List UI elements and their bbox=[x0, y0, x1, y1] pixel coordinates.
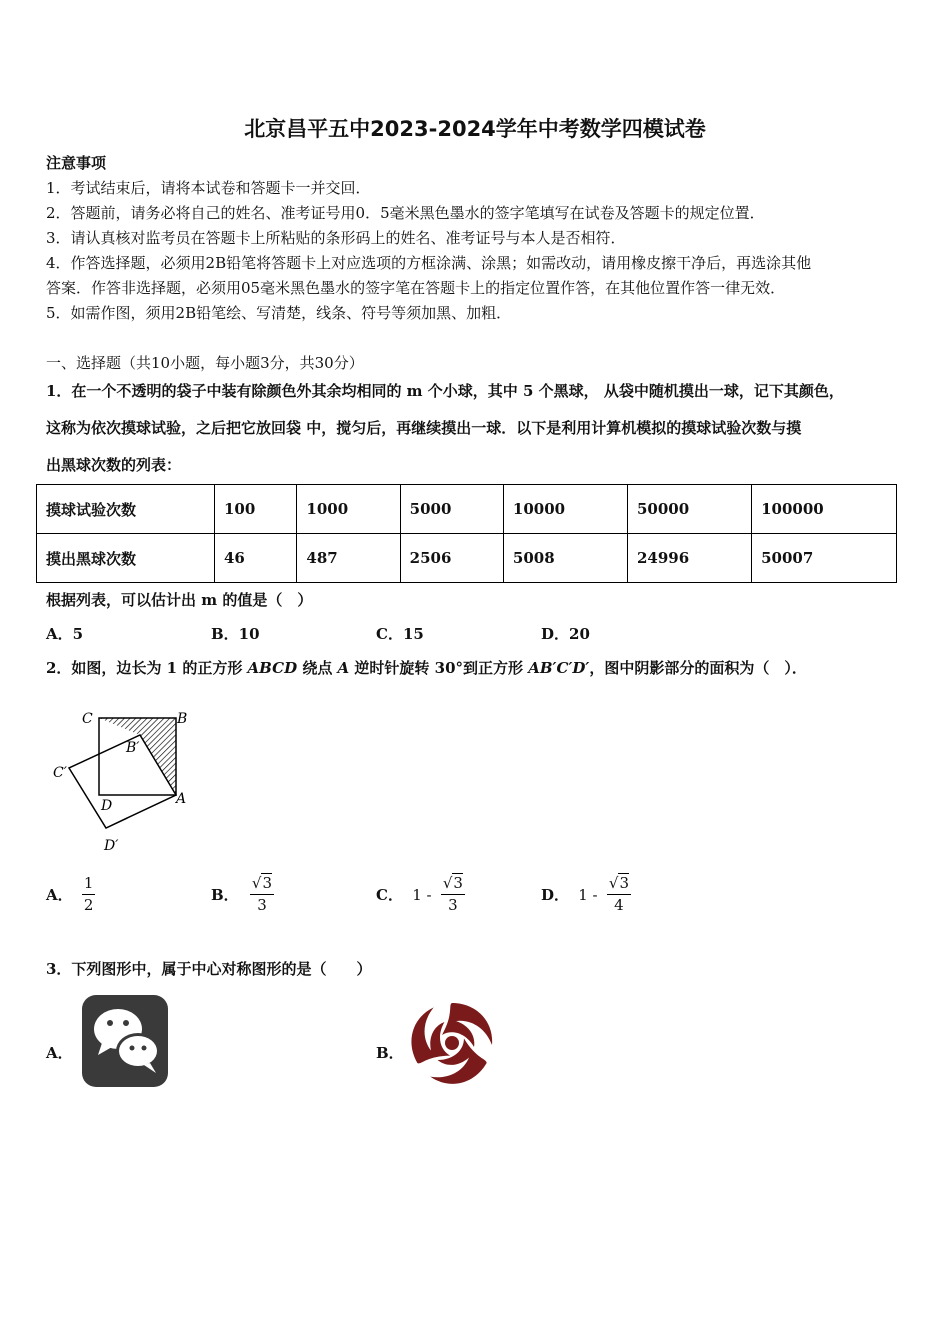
fraction-denominator: 3 bbox=[448, 896, 458, 914]
note-item: 2．答题前，请务必将自己的姓名、准考证号用0．5毫米黑色墨水的签字笔填写在试卷及答题卡的规定位置． bbox=[46, 204, 765, 222]
table-cell: 24996 bbox=[628, 534, 752, 583]
table-cell: 5000 bbox=[400, 485, 503, 534]
label-D-prime: D′ bbox=[104, 838, 119, 854]
phoenix-logo-icon bbox=[405, 997, 500, 1089]
fraction-denominator: 3 bbox=[257, 896, 267, 914]
fraction bbox=[441, 876, 465, 913]
table-cell: 100 bbox=[215, 485, 297, 534]
q1-text-line: 1．在一个不透明的袋子中装有除颜色外其余均相同的 m 个小球，其中 5 个黑球， 从袋中随机摸出一球，记下其颜色， bbox=[46, 382, 844, 400]
table-cell: 摸球试验次数 bbox=[37, 485, 215, 534]
q2-option-d bbox=[541, 876, 631, 913]
fraction bbox=[250, 876, 274, 913]
fraction-numerator: √3 bbox=[250, 876, 274, 895]
fraction-numerator: √3 bbox=[607, 876, 631, 895]
table-cell: 10000 bbox=[503, 485, 627, 534]
q2-text-part: 绕点 bbox=[297, 659, 338, 677]
option-label: C． bbox=[376, 886, 403, 904]
q1-option-c: C．15 bbox=[376, 625, 424, 643]
note-item: 5．如需作图，须用2B铅笔绘、写清楚，线条、符号等须加黑、加粗． bbox=[46, 304, 512, 322]
q2-option-c bbox=[376, 876, 465, 913]
note-item: 3．请认真核对监考员在答题卡上所粘贴的条形码上的姓名、准考证号与本人是否相符． bbox=[46, 229, 626, 247]
table-cell: 5008 bbox=[503, 534, 627, 583]
notes-heading: 注意事项 bbox=[46, 154, 107, 172]
label-A: A bbox=[176, 791, 187, 807]
table-cell: 100000 bbox=[752, 485, 897, 534]
sqrt-radicand: 3 bbox=[619, 874, 629, 892]
shaded-region bbox=[99, 718, 176, 795]
section-heading: 一、选择题（共10小题，每小题3分，共30分） bbox=[46, 354, 364, 372]
q3-option-a-label: A． bbox=[46, 1044, 73, 1062]
fraction-numerator: 1 bbox=[82, 876, 96, 895]
table-cell: 2506 bbox=[400, 534, 503, 583]
label-B-prime: B′ bbox=[126, 740, 140, 756]
table-cell: 摸出黑球次数 bbox=[37, 534, 215, 583]
page-title: 北京昌平五中2023-2024学年中考数学四模试卷 bbox=[244, 117, 706, 141]
q2-point-a: A bbox=[337, 659, 350, 677]
q2-text-part: ，图中阴影部分的面积为（ ）． bbox=[589, 659, 807, 677]
q1-option-a: A．5 bbox=[46, 625, 84, 643]
q3-option-b-label: B． bbox=[376, 1044, 404, 1062]
q3-text: 3．下列图形中，属于中心对称图形的是（ ） bbox=[46, 960, 372, 978]
table-cell: 487 bbox=[297, 534, 400, 583]
note-item: 1．考试结束后，请将本试卷和答题卡一并交回． bbox=[46, 179, 371, 197]
fraction-numerator: √3 bbox=[441, 876, 465, 895]
q2-option-a bbox=[46, 876, 95, 913]
label-B: B bbox=[177, 711, 188, 727]
q2-option-b bbox=[211, 876, 274, 913]
option-label: A． bbox=[46, 886, 73, 904]
option-label: B． bbox=[211, 886, 239, 904]
note-item: 答案．作答非选择题，必须用05毫米黑色墨水的签字笔在答题卡上的指定位置作答，在其他位置作答一律无效． bbox=[46, 279, 786, 297]
table-row bbox=[37, 534, 897, 583]
label-C: C bbox=[82, 711, 93, 727]
table-cell: 50007 bbox=[752, 534, 897, 583]
label-D: D bbox=[101, 798, 113, 814]
table-cell: 46 bbox=[215, 534, 297, 583]
q1-question: 根据列表，可以估计出 m 的值是（ ） bbox=[46, 591, 313, 609]
q2-square-abcd: ABCD bbox=[247, 659, 298, 677]
sqrt-radicand: 3 bbox=[453, 874, 463, 892]
option-prefix: 1 - bbox=[412, 885, 432, 904]
q2-text-part: 逆时针旋转 30°到正方形 bbox=[349, 659, 529, 677]
q2-text-part: 2．如图，边长为 1 的正方形 bbox=[46, 659, 248, 677]
table-cell: 50000 bbox=[628, 485, 752, 534]
q1-option-d: D．20 bbox=[541, 625, 590, 643]
option-label: D． bbox=[541, 886, 570, 904]
sqrt-radicand: 3 bbox=[262, 874, 273, 892]
q2-figure bbox=[46, 700, 206, 860]
q1-option-b: B．10 bbox=[211, 625, 260, 643]
fraction-denominator: 4 bbox=[614, 896, 624, 914]
fraction-denominator: 2 bbox=[83, 896, 94, 914]
q2-text bbox=[46, 657, 807, 678]
table-row bbox=[37, 485, 897, 534]
option-prefix: 1 - bbox=[578, 885, 598, 904]
q2-square-rotated: AB′C′D′ bbox=[528, 659, 590, 677]
fraction bbox=[607, 876, 631, 913]
q1-data-table bbox=[36, 484, 897, 583]
table-cell: 1000 bbox=[297, 485, 400, 534]
label-C-prime: C′ bbox=[53, 765, 67, 781]
q1-text-line: 出黑球次数的列表： bbox=[46, 456, 182, 474]
note-item: 4．作答选择题，必须用2B铅笔将答题卡上对应选项的方框涂满、涂黑；如需改动，请用橡皮擦干净后，再选涂其他 bbox=[46, 254, 812, 272]
fraction bbox=[82, 876, 96, 913]
q1-text-line: 这称为依次摸球试验，之后把它放回袋 中，搅匀后，再继续摸出一球．以下是利用计算机模拟的摸球试验次数与摸 bbox=[46, 419, 802, 437]
wechat-icon bbox=[80, 993, 170, 1089]
